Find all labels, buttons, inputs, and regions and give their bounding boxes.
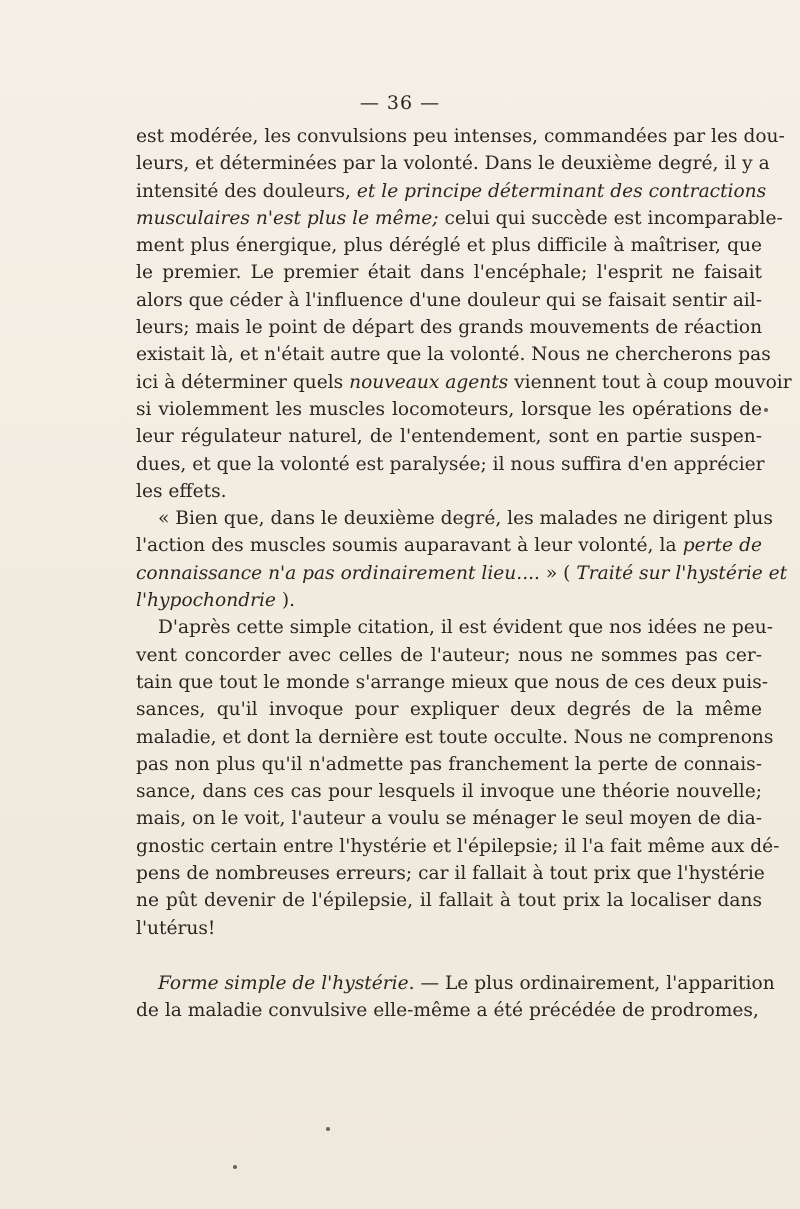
section-gap xyxy=(136,942,762,970)
text-line: ment plus énergique, plus déréglé et plus difficile à maîtriser, que xyxy=(136,235,762,257)
text-line: musculaires n'est plus le même; celui qui succède est incomparable- xyxy=(136,207,783,229)
text-line: existait là, et n'était autre que la volonté. Nous ne chercherons pas xyxy=(136,344,771,366)
section-heading: Forme simple de l'hystérie. xyxy=(158,972,415,994)
text-line: maladie, et dont la dernière est toute occulte. Nous ne comprenons xyxy=(136,726,774,748)
text-line: tain que tout le monde s'arrange mieux que nous de ces deux puis- xyxy=(136,671,769,693)
text-line: leurs, et déterminées par la volonté. Dans le deuxième degré, il y a xyxy=(136,153,770,175)
text-line: l'utérus! xyxy=(136,917,216,939)
text-line: connaissance n'a pas ordinairement lieu.... » ( Traité sur l'hystérie et xyxy=(136,562,788,584)
text-line: Forme simple de l'hystérie. — Le plus ordinairement, l'apparition xyxy=(158,972,775,994)
text-line: de la maladie convulsive elle-même a été précédée de prodromes, xyxy=(136,1000,759,1022)
margin-speck xyxy=(233,1165,237,1169)
text-line: leurs; mais le point de départ des grands mouvements de réaction xyxy=(136,317,763,339)
text-line: pens de nombreuses erreurs; car il fallait à tout prix que l'hystérie xyxy=(136,863,765,885)
paragraph-3 xyxy=(136,614,780,942)
text-line: pas non plus qu'il n'admette pas franchement la perte de connais- xyxy=(136,753,762,775)
text-line: ici à déterminer quels nouveaux agents viennent tout à coup mouvoir xyxy=(136,371,792,393)
paragraph-4-section-start xyxy=(136,970,775,1025)
text-line: si violemment les muscles locomoteurs, lorsque les opérations de xyxy=(136,398,762,420)
text-line: alors que céder à l'influence d'une douleur qui se faisait sentir ail- xyxy=(136,289,762,311)
text-line: les effets. xyxy=(136,480,227,502)
margin-speck xyxy=(764,408,768,412)
text-line: « Bien que, dans le deuxième degré, les malades ne dirigent plus xyxy=(158,508,773,530)
text-line: est modérée, les convulsions peu intenses, commandées par les dou- xyxy=(136,126,785,147)
text-line: ne pût devenir de l'épilepsie, il fallait à tout prix la localiser dans xyxy=(136,890,762,912)
text-line: leur régulateur naturel, de l'entendement, sont en partie suspen- xyxy=(136,426,762,448)
text-line: vent concorder avec celles de l'auteur; nous ne sommes pas cer- xyxy=(136,644,762,666)
text-line: mais, on le voit, l'auteur a voulu se ménager le seul moyen de dia- xyxy=(136,808,762,830)
page-text xyxy=(136,123,792,1025)
text-line: gnostic certain entre l'hystérie et l'épilepsie; il l'a fait même aux dé- xyxy=(136,835,780,857)
text-line: l'hypochondrie ). xyxy=(136,590,296,612)
text-line: D'après cette simple citation, il est évident que nos idées ne peu- xyxy=(158,617,774,639)
page-number: — 36 — xyxy=(359,92,441,114)
text-line: intensité des douleurs, et le principe déterminant des contractions xyxy=(136,180,767,202)
text-line: le premier. Le premier était dans l'encéphale; l'esprit ne faisait xyxy=(136,262,762,284)
paragraph-2-quotation xyxy=(136,505,788,614)
text-line: l'action des muscles soumis auparavant à leur volonté, la perte de xyxy=(136,535,762,557)
text-line: sance, dans ces cas pour lesquels il invoque une théorie nouvelle; xyxy=(136,781,762,803)
text-line: dues, et que la volonté est paralysée; il nous suffira d'en apprécier xyxy=(136,453,765,475)
paragraph-1 xyxy=(136,123,792,505)
margin-speck xyxy=(326,1127,330,1131)
text-line: sances, qu'il invoque pour expliquer deux degrés de la même xyxy=(136,699,762,721)
